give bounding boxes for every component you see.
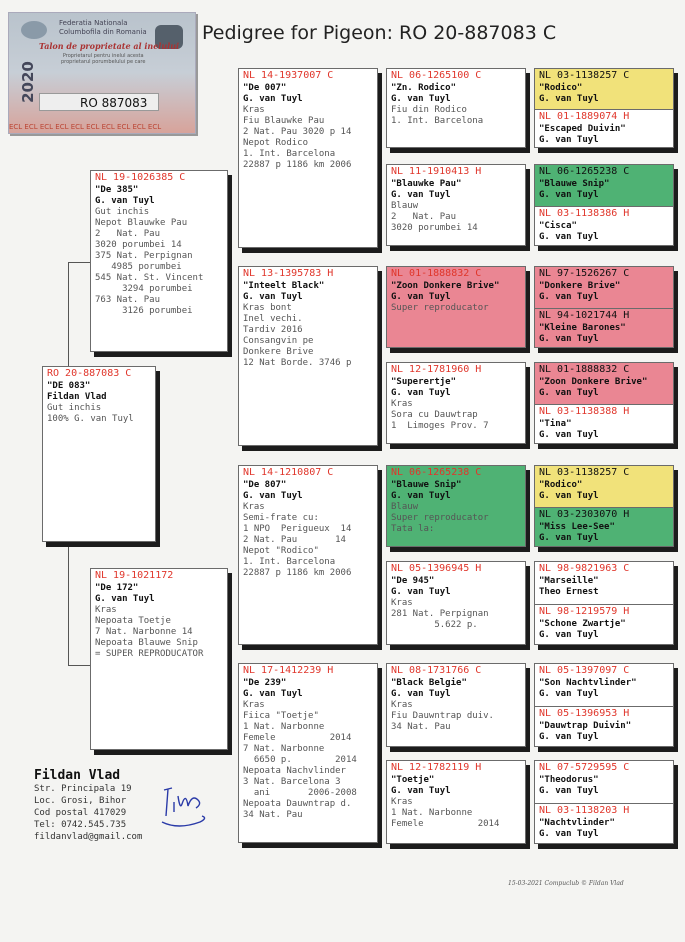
breeder-name: G. van Tuyl bbox=[539, 334, 599, 344]
pigeon-name: "Marseille" bbox=[539, 576, 599, 586]
pigeon-name: "Dauwtrap Duivin" bbox=[539, 721, 632, 731]
pigeon-info: = SUPER REPRODUCATOR bbox=[95, 649, 204, 659]
pigeon-name: "Tina" bbox=[539, 419, 572, 429]
pigeon-info: Kras bbox=[391, 399, 413, 409]
federation-logo bbox=[21, 21, 47, 39]
stamp-heading: Talon de proprietate al inelului bbox=[39, 41, 180, 51]
stamp-year: 2020 bbox=[18, 61, 37, 103]
pigeon-name: "Blauwke Pau" bbox=[391, 179, 462, 189]
owner-address-line: Loc. Grosi, Bihor bbox=[34, 796, 127, 806]
connector-line bbox=[68, 262, 69, 368]
breeder-name: G. van Tuyl bbox=[95, 594, 155, 604]
ring-number: NL 14-1210807 C bbox=[243, 467, 334, 478]
ring-number: NL 03-1138386 H bbox=[539, 208, 630, 219]
ring-number: NL 01-1889074 H bbox=[539, 111, 630, 122]
pigeon-info: 2 Nat. Pau bbox=[95, 229, 161, 239]
gen3-card bbox=[386, 663, 526, 747]
owner-contact bbox=[34, 768, 142, 843]
pigeon-info: 1 Nat. Narbonne bbox=[391, 808, 473, 818]
pigeon-name: "Blauwe Snip" bbox=[391, 480, 462, 490]
pigeon-name: "Kleine Barones" bbox=[539, 323, 626, 333]
breeder-name: G. van Tuyl bbox=[391, 190, 451, 200]
pigeon-info: Kras bbox=[391, 598, 413, 608]
owner-email: fildanvlad@gmail.com bbox=[34, 832, 143, 842]
ring-number: NL 05-1396953 H bbox=[539, 708, 630, 719]
pigeon-info: 12 Nat Borde. 3746 p bbox=[243, 358, 352, 368]
breeder-name: G. van Tuyl bbox=[391, 94, 451, 104]
pigeon-info: 7 Nat. Narbonne 14 bbox=[95, 627, 193, 637]
footer-credit: 15-03-2021 Compuclub © Fildan Vlad bbox=[508, 880, 624, 887]
breeder-name: G. van Tuyl bbox=[539, 94, 599, 104]
connector-line bbox=[68, 542, 69, 666]
gen3-card bbox=[386, 561, 526, 645]
ring-number: NL 98-1219579 H bbox=[539, 606, 630, 617]
pigeon-info: Kras bbox=[391, 700, 413, 710]
pigeon-name: "Son Nachtvlinder" bbox=[539, 678, 637, 688]
pigeon-info: 100% G. van Tuyl bbox=[47, 414, 134, 424]
breeder-name: Fildan Vlad bbox=[47, 392, 107, 402]
pigeon-name: "Zoon Donkere Brive" bbox=[539, 377, 648, 387]
ring-number: NL 07-5729595 C bbox=[539, 762, 630, 773]
gen4-pair-card bbox=[534, 561, 674, 645]
gen3-card bbox=[386, 760, 526, 844]
pigeon-name: "Zoon Donkere Brive" bbox=[391, 281, 500, 291]
ring-number: NL 19-1021172 bbox=[95, 570, 174, 581]
breeder-name: G. van Tuyl bbox=[95, 196, 155, 206]
owner-name: Fildan Vlad bbox=[34, 768, 121, 783]
pigeon-info: Fiu Blauwke Pau bbox=[243, 116, 325, 126]
pigeon-info: 3020 porumbei 14 bbox=[95, 240, 182, 250]
gen2-card-sire-dam bbox=[238, 266, 378, 446]
gen3-card bbox=[386, 164, 526, 246]
ring-number: NL 06-1265100 C bbox=[391, 70, 482, 81]
gen3-card bbox=[386, 68, 526, 148]
gen4-pair-card bbox=[534, 266, 674, 348]
pigeon-info: 5.622 p. bbox=[391, 620, 478, 630]
breeder-name: G. van Tuyl bbox=[243, 94, 303, 104]
handwritten-signature bbox=[158, 782, 218, 832]
gen4-dam-block bbox=[535, 109, 673, 148]
pigeon-info: Tata la: bbox=[391, 524, 435, 534]
gen4-pair-card bbox=[534, 663, 674, 747]
breeder-name: G. van Tuyl bbox=[539, 491, 599, 501]
pigeon-info: 34 Nat. Pau bbox=[391, 722, 451, 732]
ring-number: NL 14-1937007 C bbox=[243, 70, 334, 81]
ring-number: NL 03-1138388 H bbox=[539, 406, 630, 417]
gen4-dam-block bbox=[535, 404, 673, 444]
pigeon-name: "De 007" bbox=[243, 83, 287, 93]
breeder-name: G. van Tuyl bbox=[243, 689, 303, 699]
connector-line bbox=[68, 262, 92, 263]
pigeon-name: "Schone Zwartje" bbox=[539, 619, 626, 629]
breeder-name: Theo Ernest bbox=[539, 587, 599, 597]
pigeon-info: 34 Nat. Pau bbox=[243, 810, 303, 820]
pigeon-info: 375 Nat. Perpignan bbox=[95, 251, 193, 261]
pigeon-info: Sora cu Dauwtrap bbox=[391, 410, 478, 420]
gen4-sire-block bbox=[535, 761, 673, 803]
gen3-card-highlighted bbox=[386, 465, 526, 547]
gen4-dam-block bbox=[535, 507, 673, 547]
ring-number: NL 01-1888832 C bbox=[539, 364, 630, 375]
pigeon-info: Kras bont bbox=[243, 303, 292, 313]
ring-number: NL 19-1026385 C bbox=[95, 172, 186, 183]
breeder-name: G. van Tuyl bbox=[539, 430, 599, 440]
pigeon-info: Nepoata Toetje bbox=[95, 616, 171, 626]
pigeon-name: "Donkere Brive" bbox=[539, 281, 621, 291]
pigeon-name: "Inteelt Black" bbox=[243, 281, 325, 291]
breeder-name: G. van Tuyl bbox=[539, 533, 599, 543]
breeder-name: G. van Tuyl bbox=[391, 388, 451, 398]
ring-number: NL 03-2303070 H bbox=[539, 509, 630, 520]
ring-ownership-stamp bbox=[8, 12, 196, 134]
ring-number: NL 06-1265238 C bbox=[391, 467, 482, 478]
pigeon-name: "Blauwe Snip" bbox=[539, 179, 610, 189]
pigeon-info: 3020 porumbei 14 bbox=[391, 223, 478, 233]
pigeon-info: 1. Int. Barcelona bbox=[391, 116, 484, 126]
breeder-name: G. van Tuyl bbox=[391, 689, 451, 699]
breeder-name: G. van Tuyl bbox=[391, 786, 451, 796]
pigeon-info: 3294 porumbei bbox=[95, 284, 193, 294]
subject-card bbox=[42, 366, 156, 542]
pigeon-info: Kras bbox=[95, 605, 117, 615]
stamp-note-line: Proprietarul pentru inelul acesta bbox=[62, 53, 144, 59]
pigeon-info: 1 Limoges Prov. 7 bbox=[391, 421, 489, 431]
pigeon-info: Gut inchis bbox=[47, 403, 102, 413]
pigeon-info: Consangvin pe bbox=[243, 336, 314, 346]
breeder-name: G. van Tuyl bbox=[539, 135, 599, 145]
gen4-dam-block bbox=[535, 706, 673, 747]
breeder-name: G. van Tuyl bbox=[539, 786, 599, 796]
breeder-name: G. van Tuyl bbox=[539, 630, 599, 640]
gen4-sire-block bbox=[535, 562, 673, 604]
gen4-sire-block bbox=[535, 664, 673, 706]
pigeon-info: Nepot "Rodico" bbox=[243, 546, 319, 556]
pigeon-info: 1. Int. Barcelona bbox=[243, 149, 336, 159]
gen3-card-highlighted bbox=[386, 266, 526, 348]
pigeon-info: 22887 p 1186 km 2006 bbox=[243, 568, 352, 578]
gen4-pair-card bbox=[534, 465, 674, 547]
pigeon-info: Fiica "Toetje" bbox=[243, 711, 319, 721]
ring-number: NL 12-1781960 H bbox=[391, 364, 482, 375]
pigeon-info: Gut inchis bbox=[95, 207, 150, 217]
gen4-dam-block bbox=[535, 308, 673, 348]
ring-number: NL 06-1265238 C bbox=[539, 166, 630, 177]
breeder-name: G. van Tuyl bbox=[539, 190, 599, 200]
ring-number: NL 97-1526267 C bbox=[539, 268, 630, 279]
page-title: Pedigree for Pigeon: RO 20-887083 C bbox=[202, 22, 557, 44]
connector-line bbox=[68, 665, 92, 666]
pigeon-name: "Rodico" bbox=[539, 480, 583, 490]
pigeon-name: "Miss Lee-See" bbox=[539, 522, 615, 532]
ring-number: NL 13-1395783 H bbox=[243, 268, 334, 279]
gen2-card-sire-sire bbox=[238, 68, 378, 248]
ring-number: NL 17-1412239 H bbox=[243, 665, 334, 676]
ring-number: NL 03-1138257 C bbox=[539, 70, 630, 81]
pigeon-name: "DE 083" bbox=[47, 381, 91, 391]
ring-number: NL 08-1731766 C bbox=[391, 665, 482, 676]
pigeon-name: "Rodico" bbox=[539, 83, 583, 93]
pigeon-info: Tardiv 2016 bbox=[243, 325, 303, 335]
pigeon-info: Kras bbox=[391, 797, 413, 807]
breeder-name: G. van Tuyl bbox=[391, 292, 451, 302]
pigeon-info: Femele 2014 bbox=[391, 819, 500, 829]
pigeon-info: Inel vechi. bbox=[243, 314, 303, 324]
owner-address-line: Cod postal 417029 bbox=[34, 808, 127, 818]
gen4-pair-card bbox=[534, 760, 674, 844]
stamp-ring-number: RO 887083 bbox=[39, 93, 159, 111]
breeder-name: G. van Tuyl bbox=[539, 829, 599, 839]
pigeon-name: "Zn. Rodico" bbox=[391, 83, 457, 93]
pigeon-name: "De 945" bbox=[391, 576, 435, 586]
pigeon-info: 2 Nat. Pau bbox=[391, 212, 457, 222]
pigeon-info: Kras bbox=[243, 502, 265, 512]
pigeon-info: 1 Nat. Narbonne bbox=[243, 722, 325, 732]
ring-number: NL 05-1396945 H bbox=[391, 563, 482, 574]
pigeon-info: Fiu Dauwntrap duiv. bbox=[391, 711, 494, 721]
gen4-sire-block bbox=[535, 69, 673, 109]
pigeon-name: "Superertje" bbox=[391, 377, 457, 387]
pigeon-name: "Cisca" bbox=[539, 221, 577, 231]
pigeon-info: Nepoata Dauwntrap d. bbox=[243, 799, 352, 809]
pigeon-info: 6650 p. 2014 bbox=[243, 755, 357, 765]
pigeon-info: 3126 porumbei bbox=[95, 306, 193, 316]
breeder-name: G. van Tuyl bbox=[243, 292, 303, 302]
pigeon-info: 22887 p 1186 km 2006 bbox=[243, 160, 352, 170]
ring-number: NL 01-1888832 C bbox=[391, 268, 482, 279]
owner-phone: Tel: 0742.545.735 bbox=[34, 820, 127, 830]
ring-number: NL 94-1021744 H bbox=[539, 310, 630, 321]
pigeon-info: Nepot Rodico bbox=[243, 138, 309, 148]
pigeon-name: "Nachtvlinder" bbox=[539, 818, 615, 828]
pigeon-name: "Escaped Duivin" bbox=[539, 124, 626, 134]
gen4-sire-block bbox=[535, 267, 673, 308]
pigeon-info: 763 Nat. Pau bbox=[95, 295, 161, 305]
gen4-dam-block bbox=[535, 604, 673, 645]
pigeon-info: 1. Int. Barcelona bbox=[243, 557, 336, 567]
ring-number: NL 03-1138203 H bbox=[539, 805, 630, 816]
breeder-name: G. van Tuyl bbox=[391, 587, 451, 597]
ring-number: NL 12-1782119 H bbox=[391, 762, 482, 773]
pigeon-info: Semi-frate cu: bbox=[243, 513, 319, 523]
ring-number: NL 03-1138257 C bbox=[539, 467, 630, 478]
pigeon-info: 1 NPO Perigueux 14 bbox=[243, 524, 352, 534]
pigeon-name: "Black Belgie" bbox=[391, 678, 467, 688]
gen4-sire-block bbox=[535, 165, 673, 206]
pigeon-name: "De 239" bbox=[243, 678, 287, 688]
pigeon-info: Femele 2014 bbox=[243, 733, 352, 743]
breeder-name: G. van Tuyl bbox=[539, 732, 599, 742]
pigeon-info: ani 2006-2008 bbox=[243, 788, 357, 798]
gen4-pair-card bbox=[534, 164, 674, 246]
pigeon-info: 2 Nat. Pau 14 bbox=[243, 535, 346, 545]
breeder-name: G. van Tuyl bbox=[539, 388, 599, 398]
gen2-card-dam-sire bbox=[238, 465, 378, 645]
pigeon-name: "Theodorus" bbox=[539, 775, 599, 785]
breeder-name: G. van Tuyl bbox=[539, 232, 599, 242]
pigeon-info: Nepot Blauwke Pau bbox=[95, 218, 188, 228]
ring-number: NL 11-1910413 H bbox=[391, 166, 482, 177]
gen4-dam-block bbox=[535, 803, 673, 844]
pigeon-info: Blauw bbox=[391, 201, 419, 211]
gen2-card-dam-dam bbox=[238, 663, 378, 843]
breeder-name: G. van Tuyl bbox=[539, 689, 599, 699]
pigeon-info: Kras bbox=[243, 105, 265, 115]
pigeon-name: "De 172" bbox=[95, 583, 139, 593]
pigeon-info: Blauw bbox=[391, 502, 419, 512]
dam-card bbox=[90, 568, 228, 750]
pigeon-info: 545 Nat. St. Vincent bbox=[95, 273, 204, 283]
pigeon-info: Kras bbox=[243, 700, 265, 710]
pigeon-info: 281 Nat. Perpignan bbox=[391, 609, 489, 619]
ring-number: NL 98-9821963 C bbox=[539, 563, 630, 574]
ring-number: RO 20-887083 C bbox=[47, 368, 132, 379]
pigeon-info: 4985 porumbei bbox=[95, 262, 182, 272]
breeder-name: G. van Tuyl bbox=[539, 292, 599, 302]
gen3-card bbox=[386, 362, 526, 444]
pigeon-info: Donkere Brive bbox=[243, 347, 314, 357]
federation-line: Columbofila din Romania bbox=[59, 28, 147, 36]
gen4-sire-block bbox=[535, 363, 673, 404]
gen4-pair-card bbox=[534, 68, 674, 148]
federation-text bbox=[59, 19, 147, 37]
owner-address-line: Str. Principala 19 bbox=[34, 784, 132, 794]
gen4-dam-block bbox=[535, 206, 673, 246]
gen4-pair-card bbox=[534, 362, 674, 444]
pigeon-info: Nepoata Blauwe Snip bbox=[95, 638, 198, 648]
sire-card bbox=[90, 170, 228, 352]
stamp-ecl-strip: ECL ECL ECL ECL ECL ECL ECL ECL ECL ECL bbox=[9, 123, 162, 131]
stamp-note bbox=[61, 53, 145, 65]
gen4-sire-block bbox=[535, 466, 673, 507]
pigeon-info: Super reproducator bbox=[391, 303, 489, 313]
breeder-name: G. van Tuyl bbox=[243, 491, 303, 501]
stamp-note-line: proprietarul porumbelului pe care bbox=[61, 59, 146, 65]
pigeon-info: Super reproducator bbox=[391, 513, 489, 523]
pigeon-name: "De 807" bbox=[243, 480, 287, 490]
federation-line: Federatia Nationala bbox=[59, 19, 128, 27]
pigeon-info: Nepoata Nachvlinder bbox=[243, 766, 346, 776]
breeder-name: G. van Tuyl bbox=[391, 491, 451, 501]
pigeon-name: "Toetje" bbox=[391, 775, 435, 785]
pigeon-info: 7 Nat. Narbonne bbox=[243, 744, 325, 754]
ring-number: NL 05-1397097 C bbox=[539, 665, 630, 676]
pigeon-info: 3 Nat. Barcelona 3 bbox=[243, 777, 341, 787]
pigeon-name: "De 385" bbox=[95, 185, 139, 195]
pigeon-info: Fiu din Rodico bbox=[391, 105, 467, 115]
pigeon-info: 2 Nat. Pau 3020 p 14 bbox=[243, 127, 352, 137]
